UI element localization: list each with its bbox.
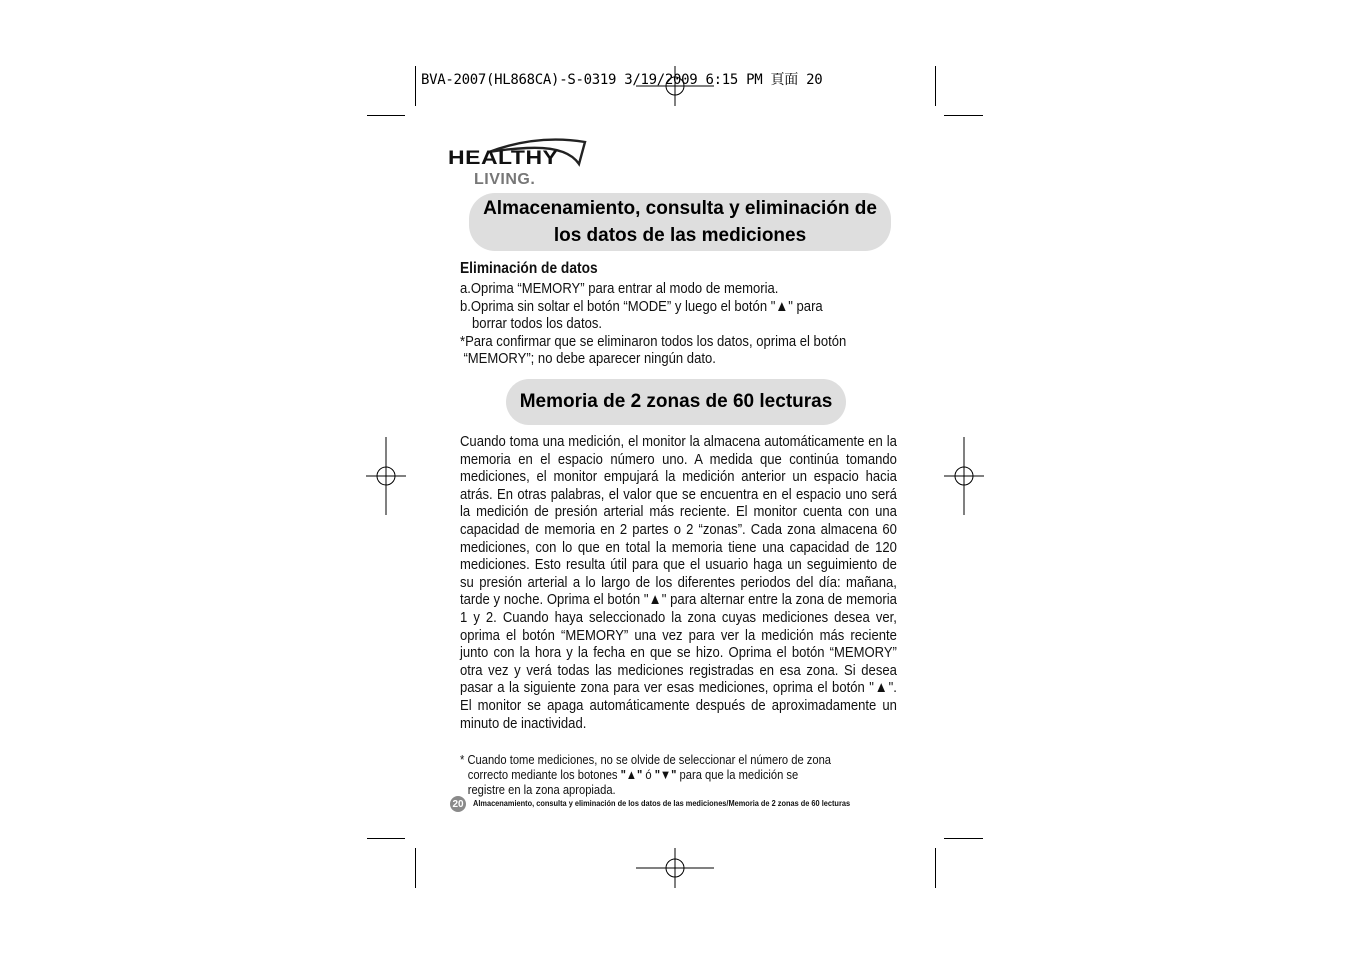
crop-mark-bottom-left-horizontal: [367, 838, 405, 839]
crop-mark-top-left-vertical: [415, 66, 416, 106]
crop-mark-bottom-right-vertical: [935, 848, 936, 888]
note-line-2-pre: correcto mediante los botones: [467, 766, 621, 782]
confirm-line-1: *Para confirmar que se eliminaron todos los datos, oprima el botón: [460, 332, 847, 350]
down-arrow-button-label: "▼": [654, 766, 677, 782]
zone-note: [460, 753, 897, 797]
logo-word: HEALTHY: [448, 146, 559, 169]
deletion-heading: Eliminación de datos: [460, 260, 598, 277]
note-line-2: [460, 768, 897, 783]
registration-mark-bottom: [636, 848, 714, 888]
print-slug-header: BVA-2007(HL868CA)-S-0319 3/19/2009 6:15 PM 頁面 20: [421, 72, 823, 88]
memory-banner: [506, 379, 846, 425]
step-b-line-2: borrar todos los datos.: [472, 315, 603, 333]
note-line-3: registre en la zona apropiada.: [467, 781, 616, 797]
memory-banner-title: Memoria de 2 zonas de 60 lecturas: [519, 391, 833, 412]
memory-body-paragraph: Cuando toma una medición, el monitor la almacena automáticamente en la memoria en el espacio número uno. A medida que continúa tomando mediciones, el monitor empujará la medición anterior un espacio hacia atrás. En otras palabras, el valor que se encuentra en el espacio uno será la medición de presión arterial más reciente. El monitor cuenta con una capacidad de memoria en 2 partes o 2 “zonas”. Cada zona almacena 60 mediciones, con lo que en total la memoria tiene una capacidad de 120 mediciones. Esto resulta útil para que el usuario haga un seguimiento de su presión arterial a lo largo de los diferentes periodos del día: mañana, tarde y noche. Oprima el botón "▲" para alternar entre la zona de memoria 1 y 2. Cuando haya seleccionado la zona cuyas mediciones desea ver, oprima el botón “MEMORY” una vez para ver la medición más reciente junto con la hora y la fecha en que se hizo. Oprima el botón “MEMORY” otra vez y verá todas las mediciones registradas en esa zona. Si desea pasar a la siguiente zona para ver esas mediciones, oprima el botón "▲". El monitor se apaga automáticamente después de aproximadamente un minuto de inactividad.: [460, 433, 897, 732]
footer-running-title: Almacenamiento, consulta y eliminación de los datos de las mediciones/Memoria de 2 zonas de 60 lecturas: [473, 798, 851, 808]
registration-mark-left: [366, 437, 406, 515]
title-line-2: los datos de las mediciones: [553, 225, 807, 246]
title-banner: [469, 193, 891, 251]
crop-mark-top-left-horizontal: [367, 115, 405, 116]
note-or-word: ó: [642, 766, 655, 782]
registration-mark-right: [944, 437, 984, 515]
deletion-steps: [460, 280, 899, 368]
page-number-badge: 20: [450, 796, 466, 812]
crop-mark-bottom-left-vertical: [415, 848, 416, 888]
crop-mark-top-right-horizontal: [944, 115, 983, 116]
title-line-1: Almacenamiento, consulta y eliminación de: [483, 198, 877, 219]
confirm-line-2: “MEMORY”; no debe aparecer ningún dato.: [463, 350, 716, 368]
up-arrow-button-label: "▲": [620, 766, 643, 782]
logo-subword: LIVING.: [474, 171, 536, 188]
crop-mark-top-right-vertical: [935, 66, 936, 106]
step-b-line-1: b.Oprima sin soltar el botón “MODE” y luego el botón "▲" para: [460, 297, 823, 315]
note-line-1: * Cuando tome mediciones, no se olvide de seleccionar el número de zona: [460, 752, 832, 767]
crop-mark-bottom-right-horizontal: [944, 838, 983, 839]
healthy-living-logo: [447, 138, 592, 193]
note-line-2-post: para que la medición se: [676, 766, 799, 782]
step-a: a.Oprima “MEMORY” para entrar al modo de memoria.: [460, 280, 779, 297]
